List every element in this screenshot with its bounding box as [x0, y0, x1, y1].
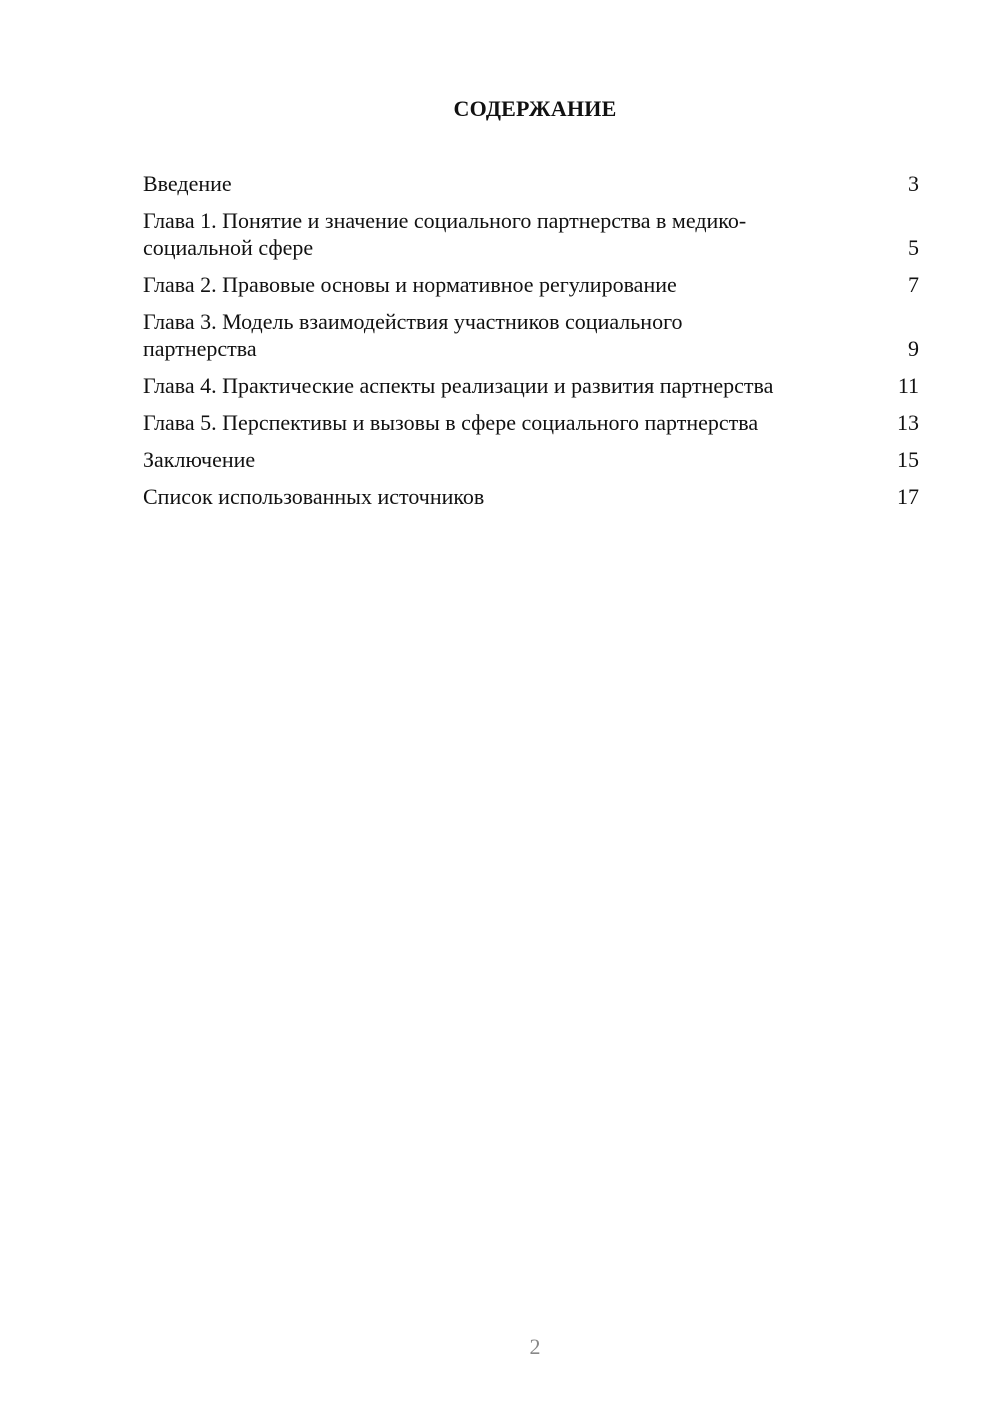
toc-entry-label: Заключение [143, 447, 256, 472]
page-number: 2 [529, 1334, 541, 1359]
toc-entry-chapter-1 [143, 207, 919, 261]
toc-entry-label: Глава 4. Практические аспекты реализации и развития партнерства [143, 373, 774, 398]
toc-entry-conclusion [143, 446, 919, 473]
toc-entry-label: Введение [143, 171, 232, 196]
toc-entry-page: 7 [908, 272, 919, 297]
toc-entry-page: 3 [908, 171, 919, 196]
toc-entry-label: Глава 1. Понятие и значение социального партнерства в медико-социальной сфере [143, 208, 747, 260]
toc-entry-label: Список использованных источников [143, 484, 485, 509]
toc-entry-page: 11 [897, 373, 919, 398]
toc-entry-label: Глава 2. Правовые основы и нормативное регулирование [143, 272, 677, 297]
toc-entry-page: 13 [897, 410, 919, 435]
toc-entry-chapter-3 [143, 308, 919, 362]
table-of-contents [143, 170, 919, 520]
toc-entry-page: 5 [908, 235, 919, 260]
toc-entry-page: 9 [908, 336, 919, 361]
toc-title: СОДЕРЖАНИЕ [453, 96, 617, 121]
toc-entry-introduction [143, 170, 919, 197]
toc-entry-label: Глава 5. Перспективы и вызовы в сфере социального партнерства [143, 410, 759, 435]
toc-entry-chapter-2 [143, 271, 919, 298]
toc-entry-label: Глава 3. Модель взаимодействия участников социального партнерства [143, 309, 683, 361]
toc-entry-page: 17 [897, 484, 919, 509]
toc-entry-chapter-4 [143, 372, 919, 399]
toc-entry-references [143, 483, 919, 510]
toc-entry-page: 15 [897, 447, 919, 472]
toc-entry-chapter-5 [143, 409, 919, 436]
